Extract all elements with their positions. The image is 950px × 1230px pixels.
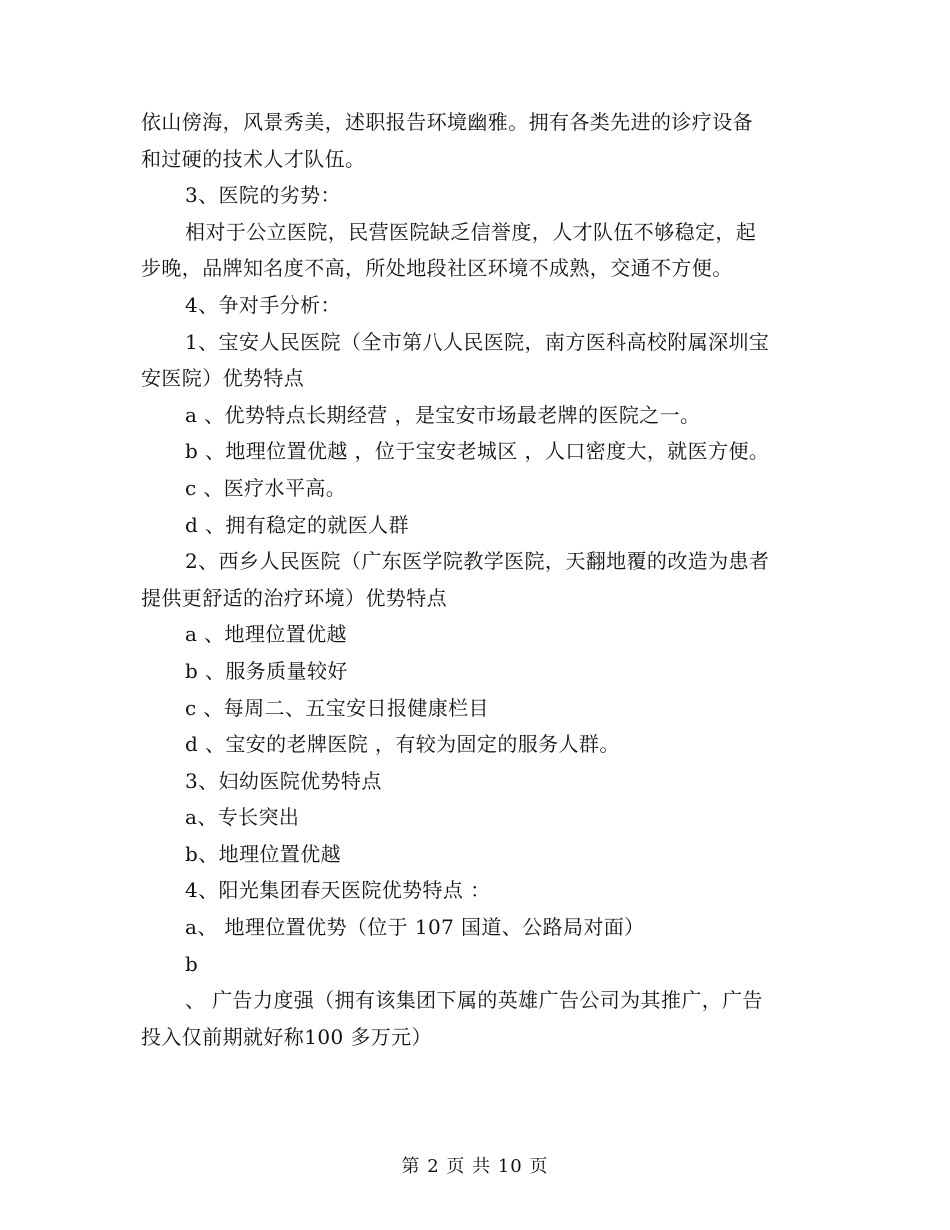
- text-line: d 、宝安的老牌医院 ，有较为固定的服务人群。: [185, 732, 620, 757]
- text-line: a、专长突出: [185, 805, 300, 830]
- page-footer: 第 2 页 共 10 页: [401, 1156, 549, 1177]
- text-line: b、地理位置优越: [185, 841, 342, 866]
- text-line: 提供更舒适的治疗环境）优势特点: [141, 585, 447, 610]
- text-line: b 、服务质量较好: [185, 658, 348, 683]
- text-line: b 、地理位置优越 ，位于宝安老城区 ，人口密度大，就医方便。: [185, 439, 770, 464]
- text-line: 相对于公立医院，民营医院缺乏信誉度，人才队伍不够稳定，起: [185, 219, 757, 244]
- text-line: 步晚，品牌知名度不高，所处地段社区环境不成熟，交通不方便。: [141, 256, 733, 281]
- document-body: [141, 104, 809, 1055]
- text-line: 3、医院的劣势：: [185, 183, 341, 208]
- text-line: c 、每周二、五宝安日报健康栏目: [185, 695, 489, 720]
- text-line: 安医院）优势特点: [141, 366, 305, 391]
- text-line: a 、优势特点长期经营 ，是宝安市场最老牌的医院之一。: [185, 402, 701, 427]
- text-line: 、 广告力度强（拥有该集团下属的英雄广告公司为其推广，广告: [185, 988, 763, 1013]
- text-line: 4、阳光集团春天医院优势特点 ：: [185, 878, 491, 903]
- text-line: 4、争对手分析：: [185, 292, 341, 317]
- text-line: 1、宝安人民医院（全市第八人民医院，南方医科高校附属深圳宝: [185, 329, 770, 354]
- text-line: b: [185, 951, 199, 976]
- text-line: 依山傍海，风景秀美，述职报告环境幽雅。拥有各类先进的诊疗设备: [141, 110, 753, 134]
- text-line: d 、拥有稳定的就医人群: [185, 512, 409, 537]
- text-line: 和过硬的技术人才队伍。: [141, 146, 366, 171]
- text-line: c 、医疗水平高。: [185, 475, 347, 500]
- text-line: a 、地理位置优越: [185, 622, 347, 647]
- text-line: 2、西乡人民医院（广东医学院教学医院，天翻地覆的改造为患者: [185, 549, 770, 574]
- text-line: a、 地理位置优势（位于 107 国道、公路局对面）: [185, 915, 645, 940]
- text-line: 投入仅前期就好称100 多万元）: [141, 1024, 432, 1049]
- text-line: 3、妇幼医院优势特点: [185, 768, 382, 793]
